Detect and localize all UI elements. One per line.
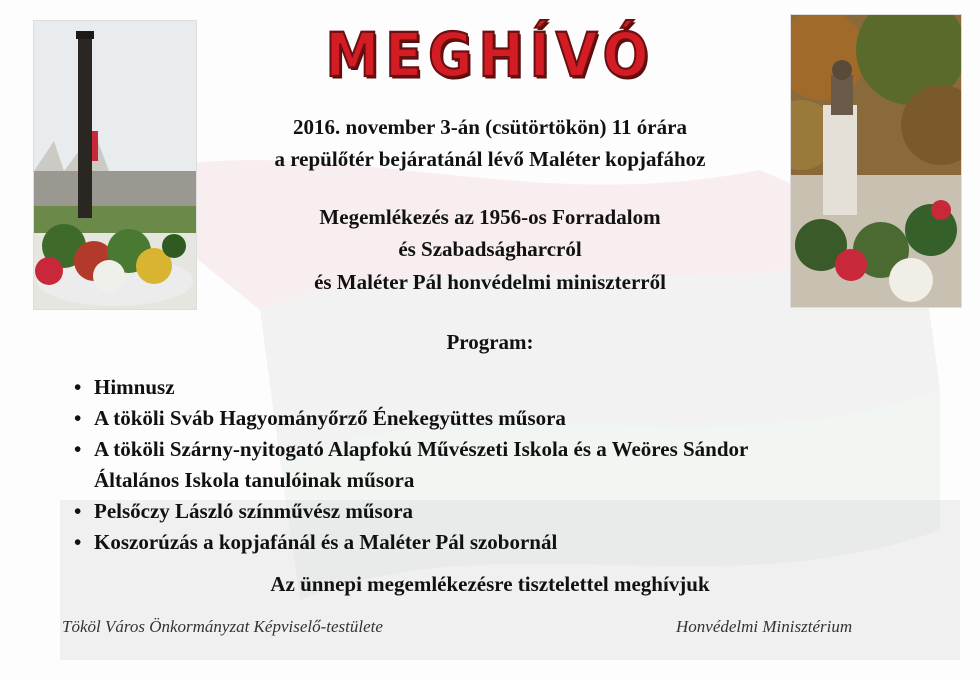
program-item-text: A tököli Sváb Hagyományőrző Énekegyüttes műsora xyxy=(94,406,566,430)
program-item-text: A tököli Szárny-nyitogató Alapfokú Művészeti Iskola és a Weöres Sándor xyxy=(94,437,749,461)
bullet-icon: • xyxy=(74,499,82,523)
maleter-statue-photo xyxy=(790,14,962,308)
bullet-icon: • xyxy=(74,437,82,461)
signature-municipality: Tököl Város Önkormányzat Képviselő-testülete xyxy=(62,617,383,636)
program-heading: Program: xyxy=(446,330,534,354)
program-item xyxy=(74,527,748,558)
program-item-text: Általános Iskola tanulóinak műsora xyxy=(94,468,415,492)
program-item-continuation xyxy=(74,465,748,496)
program-item xyxy=(74,496,748,527)
program-item-text: Pelsőczy László színművész műsora xyxy=(94,499,414,523)
event-date: 2016. november 3-án (csütörtökön) 11 órára xyxy=(293,115,687,139)
program-item xyxy=(74,434,748,465)
program-item xyxy=(74,372,748,403)
commemoration-line-1: Megemlékezés az 1956-os Forradalom xyxy=(319,205,661,229)
bullet-icon: • xyxy=(74,406,82,430)
invitation-title: MEGHÍVÓ xyxy=(325,20,655,91)
signature-ministry: Honvédelmi Minisztérium xyxy=(676,617,853,636)
program-item-text: Himnusz xyxy=(94,375,175,399)
kopjafa-photo xyxy=(33,20,197,310)
program-item-text: Koszorúzás a kopjafánál és a Maléter Pál szobornál xyxy=(94,530,558,554)
commemoration-line-2: és Szabadságharcról xyxy=(398,237,582,261)
bullet-icon: • xyxy=(74,375,82,399)
program-list xyxy=(74,372,748,558)
event-place: a repülőtér bejáratánál lévő Maléter kopjafához xyxy=(274,147,706,171)
closing-line: Az ünnepi megemlékezésre tisztelettel meghívjuk xyxy=(270,572,710,596)
bullet-icon: • xyxy=(74,530,82,554)
program-item xyxy=(74,403,748,434)
commemoration-line-3: és Maléter Pál honvédelmi miniszterről xyxy=(314,270,666,294)
